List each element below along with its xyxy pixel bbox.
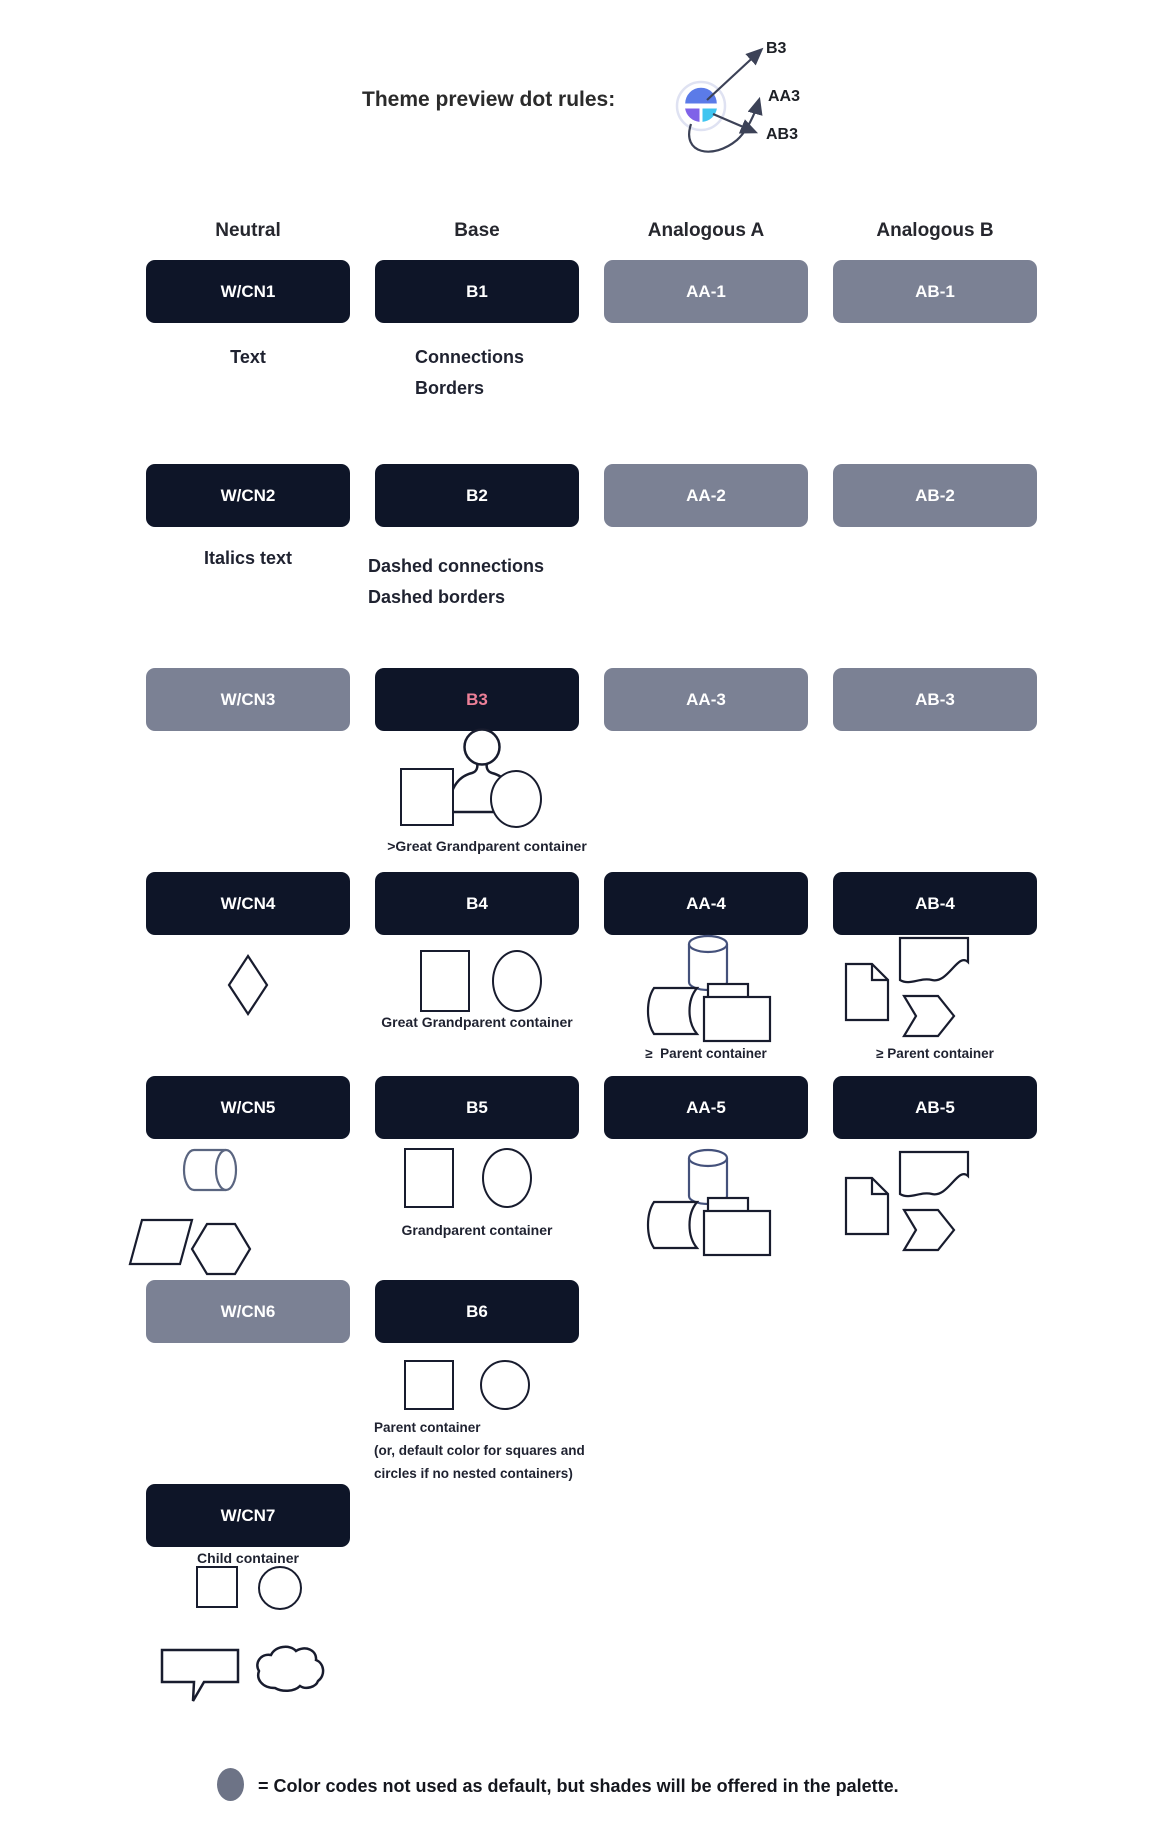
caption-dashed-borders: Dashed borders xyxy=(368,587,506,607)
chevron-arrow-shape xyxy=(904,996,954,1036)
wavy-banner-shape xyxy=(900,938,968,982)
swatch-b4: B4 xyxy=(375,872,579,935)
page-title: Theme preview dot rules: xyxy=(362,88,616,111)
speech-bubble-shape xyxy=(160,1648,244,1706)
circle-shape xyxy=(480,1360,530,1410)
circle-shape xyxy=(490,770,542,828)
caption-grandparent: Grandparent container xyxy=(401,1222,553,1238)
swatch-ab4: AB-4 xyxy=(833,872,1037,935)
caption-child-container: Child container xyxy=(197,1550,299,1566)
swatch-ab1: AB-1 xyxy=(833,260,1037,323)
horizontal-cylinder-shape xyxy=(184,1150,236,1190)
circle-shape xyxy=(482,1148,532,1208)
swatch-b3 xyxy=(375,668,579,731)
swatch-ab5: AB-5 xyxy=(833,1076,1037,1139)
caption-parent-aa: ≥ Parent container xyxy=(645,1046,767,1061)
circle-shape xyxy=(492,950,542,1012)
swatch-b1: B1 xyxy=(375,260,579,323)
dot-label-ab3: AB3 xyxy=(766,126,799,143)
swatch-ab3: AB-3 xyxy=(833,668,1037,731)
square-shape xyxy=(420,950,470,1012)
swatch-b6: B6 xyxy=(375,1280,579,1343)
swatch-aa4: AA-4 xyxy=(604,872,808,935)
legend-text: = Color codes not used as default, but shades will be offered in the palette. xyxy=(258,1776,899,1796)
analogous-a-shape-cluster xyxy=(640,1146,772,1258)
swatch-wcn3: W/CN3 xyxy=(146,668,350,731)
document-page-shape xyxy=(846,1178,888,1234)
caption-great-grandparent: Great Grandparent container xyxy=(381,1014,573,1030)
stored-data-shape xyxy=(648,988,697,1034)
swatch-ab2: AB-2 xyxy=(833,464,1037,527)
legend-dot xyxy=(217,1768,244,1801)
cylinder-shape xyxy=(689,1150,727,1204)
column-header-analogous-a: Analogous A xyxy=(647,220,765,241)
arrow-to-b3 xyxy=(707,50,761,100)
column-header-analogous-b: Analogous B xyxy=(876,220,994,241)
stored-data-shape xyxy=(648,1202,697,1248)
swatch-b3-label: B3 xyxy=(466,689,488,709)
swatch-wcn2: W/CN2 xyxy=(146,464,350,527)
caption-parent-line3: circles if no nested containers) xyxy=(374,1466,573,1481)
diamond-shape xyxy=(227,954,269,1016)
caption-parent-line2: (or, default color for squares and xyxy=(374,1443,585,1458)
swatch-aa3: AA-3 xyxy=(604,668,808,731)
swatch-wcn7: W/CN7 xyxy=(146,1484,350,1547)
parallelogram-shape xyxy=(130,1220,192,1264)
folder-shape xyxy=(704,984,770,1041)
analogous-b-shape-cluster xyxy=(842,1148,976,1262)
column-header-base: Base xyxy=(454,220,500,241)
caption-borders: Borders xyxy=(415,378,485,398)
swatch-aa5: AA-5 xyxy=(604,1076,808,1139)
caption-italics-text: Italics text xyxy=(203,548,293,568)
folder-shape xyxy=(704,1198,770,1255)
chevron-arrow-shape xyxy=(904,1210,954,1250)
caption-great-grandparent-gt: >Great Grandparent container xyxy=(387,838,587,854)
hexagon-shape xyxy=(192,1224,250,1274)
circle-shape xyxy=(258,1566,302,1610)
swatch-wcn1: W/CN1 xyxy=(146,260,350,323)
wavy-banner-shape xyxy=(900,1152,968,1196)
swatch-aa2: AA-2 xyxy=(604,464,808,527)
swatch-b5: B5 xyxy=(375,1076,579,1139)
swatch-aa1: AA-1 xyxy=(604,260,808,323)
square-shape xyxy=(404,1360,454,1410)
cylinder-shape xyxy=(689,936,727,990)
swatch-b2: B2 xyxy=(375,464,579,527)
swatch-wcn5: W/CN5 xyxy=(146,1076,350,1139)
analogous-a-shape-cluster xyxy=(640,932,772,1044)
square-shape xyxy=(196,1566,238,1608)
swatch-wcn4: W/CN4 xyxy=(146,872,350,935)
square-shape xyxy=(400,768,454,826)
column-header-neutral: Neutral xyxy=(215,220,281,241)
caption-connections: Connections xyxy=(415,347,525,367)
caption-parent-line1: Parent container xyxy=(374,1420,481,1435)
swatch-wcn6: W/CN6 xyxy=(146,1280,350,1343)
cloud-shape xyxy=(250,1642,330,1696)
dot-label-aa3: AA3 xyxy=(768,88,801,105)
analogous-b-shape-cluster xyxy=(842,934,976,1048)
neutral-shape-cluster xyxy=(128,1146,256,1278)
caption-dashed-connections: Dashed connections xyxy=(368,556,545,576)
dot-label-b3: B3 xyxy=(766,40,787,57)
caption-parent-ab: ≥ Parent container xyxy=(876,1046,994,1061)
square-shape xyxy=(404,1148,454,1208)
document-page-shape xyxy=(846,964,888,1020)
caption-text: Text xyxy=(230,347,266,367)
